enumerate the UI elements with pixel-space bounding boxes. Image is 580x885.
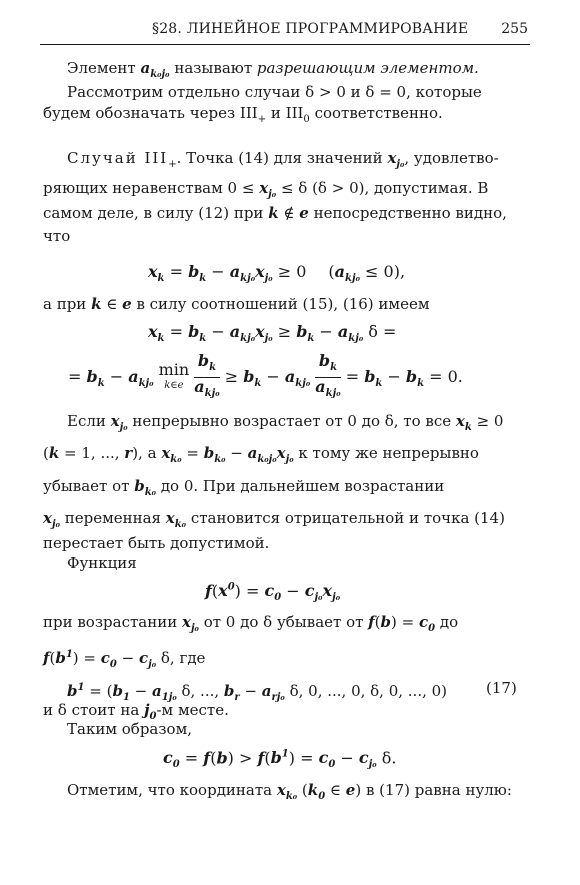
formula-line: $x_k = b_k - a_{kj_0}x_{j_0} \ge b_k - a_{kj_0}$ δ = [148, 322, 397, 345]
fraction: $\frac{b_k}{a_{kj_0}}$ [194, 351, 220, 400]
running-header [40, 20, 530, 45]
formula-line: $c_0 = f(b) > f(b^1) = c_0 - c_{j_0}$ δ. [163, 748, 397, 771]
text-line: Функция [67, 554, 137, 572]
text-line: перестает быть допустимой. [43, 534, 270, 552]
text-span: Рассмотрим отдельно случаи δ > 0 и δ = 0, которые [67, 83, 482, 101]
text-span: Элемент [67, 59, 141, 77]
formula-line: $x_k = b_k - a_{kj_0}x_{j_0} \ge 0$ $(a_{kj_0} \le 0)$, [148, 262, 406, 285]
text-line: будем обозначать через $III_+$ и $III_0$ соответственно. [43, 104, 443, 125]
text-line: убывает от $b_{k_0}$ до 0. При дальнейшем возрастании [43, 477, 445, 498]
formula-line: $f(x^0) = c_0 - c_{j_0}x_{j_0}$ [205, 581, 341, 604]
page-number: 255 [501, 21, 528, 37]
text-line: Таким образом, [67, 720, 193, 738]
fraction: $\frac{b_k}{a_{kj_0}}$ [315, 351, 341, 400]
text-line: и δ стоит на $j_0-м$ месте. [43, 701, 229, 722]
min-operator: min k∈e [158, 359, 190, 391]
text-line: (k = 1, ..., r), а $x_{k_0} = b_{k_0} - a_{k_0j_0}x_{j_0}$ к тому же непрерывно [43, 444, 479, 465]
text-line: Отметим, что координата $x_{k_0}$ ($k_0$ ∈ e) в (17) равна нулю: [67, 781, 512, 802]
formula-line: = $b_k - a_{kj_0}$ min k∈e $\frac{b_k}{a_{kj_0}}$ ≥ $b_k - a_{kj_0}$ $\frac{b_k}{a_{kj_0}}$ = $b_k - b_k = 0$. [68, 352, 463, 404]
case-heading: Случай III [67, 149, 169, 167]
formula-line: $b^1 = (b_1 - a_{1j_0}$ δ, ..., $b_r - a_{rj_0}$ δ, 0, ..., 0, δ, 0, ..., 0) [67, 682, 448, 703]
text-line: $x_{j_0}$ переменная $x_{k_0}$ становится отрицательной и точка (14) [43, 509, 505, 530]
text-line: что [43, 227, 71, 245]
text-line: Случай $III_+$. Точка (14) для значений $x_{j_0}$, удовлетво- [67, 149, 499, 170]
math-a: $a_{k_0j_0}$ [140, 59, 170, 80]
text-line: ряющих неравенствам $0 \le x_{j_0} \le \delta$ (δ > 0), допустимая. В [43, 179, 489, 200]
text-line: Если $x_{j_0}$ непрерывно возрастает от 0 до δ, то все $x_k \ge 0$ [67, 412, 504, 433]
text-line [67, 82, 482, 102]
equation-number: (17) [486, 679, 517, 697]
text-span: называют [169, 59, 257, 77]
text-line: а при k ∈ e в силу соотношений (15), (16) имеем [43, 295, 430, 313]
header-title: §28. ЛИНЕЙНОЕ ПРОГРАММИРОВАНИЕ [152, 21, 469, 37]
text-line: при возрастании $x_{j_0}$ от 0 до δ убывает от $f(b) = c_0$ до [43, 613, 459, 634]
text-line [67, 58, 479, 85]
text-line: самом деле, в силу (12) при k ∉ e непосредственно видно, [43, 204, 507, 222]
text-line: $f(b^1) = c_0 - c_{j_0}$ δ, где [43, 649, 206, 670]
emphasis-text: разрешающим элементом. [256, 59, 479, 77]
